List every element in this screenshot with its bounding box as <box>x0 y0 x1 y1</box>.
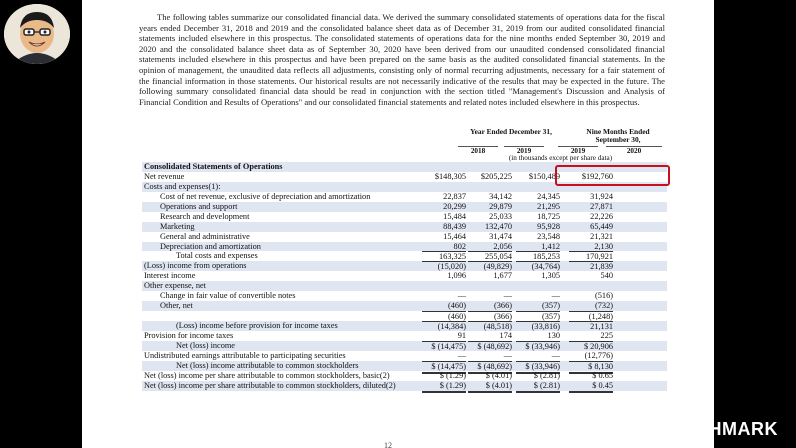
row-value: $192,760 <box>581 171 613 181</box>
row-value: 23,548 <box>537 231 560 241</box>
row-label: Other, net <box>160 301 193 311</box>
table-body <box>142 162 667 391</box>
row-value: — <box>551 291 560 301</box>
row-value: 91 <box>457 330 466 340</box>
row-value: $ (14,475) <box>422 341 466 352</box>
row-label: Operations and support <box>160 201 238 211</box>
table-row <box>142 271 667 281</box>
document-page <box>82 0 714 448</box>
row-value: 255,054 <box>468 251 512 262</box>
row-value: 802 <box>453 241 466 251</box>
table-row <box>142 222 667 232</box>
row-value: — <box>503 291 512 301</box>
row-value: 24,345 <box>537 191 560 201</box>
row-value: $ (1.29) <box>422 371 466 383</box>
row-label: Net (loss) income per share attributable to common stockholders, diluted(2) <box>144 380 396 390</box>
row-value: 21,839 <box>569 261 613 272</box>
highlight-box <box>555 165 670 186</box>
row-value: $ (2.81) <box>516 381 560 393</box>
row-value: $ (1.29) <box>422 381 466 393</box>
table-row <box>142 192 667 202</box>
row-label: Depreciation and amortization <box>160 241 261 251</box>
row-value: 1,096 <box>447 271 466 281</box>
row-label: Research and development <box>160 211 250 221</box>
row-value: (366) <box>468 311 512 322</box>
row-value: (14,384) <box>422 321 466 332</box>
row-value: $148,305 <box>434 171 466 181</box>
row-label: (Loss) income from operations <box>144 261 247 271</box>
row-value: 21,321 <box>590 231 613 241</box>
row-value: 1,412 <box>541 241 560 251</box>
intro-paragraph: The following tables summarize our consolidated financial data. We derived the summary consolidated statements of operations data for the fiscal years ended December 31, 2018 and 2019 and the consolidated balance sheet data as of December 31, 2019 from our audited consolidated financial statements included elsewhere in this prospectus. The consolidated statements of operations data for the nine months ended September 30, 2019 and 2020 and the consolidated balance sheet data as of September 30, 2020 have been derived from our unaudited condensed consolidated financial statements included elsewhere in this prospectus and have been prepared on the same basis as the audited consolidated financial statements. In the opinion of management, the unaudited data reflects all adjustments, consisting only of normal recurring adjustments, necessary for a fair statement of the financial information in those statements. Our historical results are not necessarily indicative of the results that may be expected in the future. The following summary consolidated financial data should be read in conjunction with the section titled "Management's Discussion and Analysis of Financial Condition and Results of Operations" and our consolidated financial statements and related notes included elsewhere in this prospectus. <box>139 12 665 107</box>
row-value: — <box>503 350 512 360</box>
table-row <box>142 261 667 271</box>
row-value: 174 <box>499 330 512 340</box>
row-value: 34,142 <box>489 191 512 201</box>
year-2019: 2019 <box>504 146 544 155</box>
row-value: $ (4.01) <box>468 381 512 393</box>
table-row <box>142 301 667 311</box>
row-value: — <box>551 350 560 360</box>
row-value: — <box>457 291 466 301</box>
row-value: $ (2.81) <box>516 371 560 383</box>
row-label: General and administrative <box>160 231 250 241</box>
row-value: (357) <box>516 311 560 322</box>
row-label: Other expense, net <box>144 281 206 291</box>
unit-note: (in thousands except per share data) <box>508 154 613 162</box>
row-value: 22,837 <box>443 191 466 201</box>
poshmark-logo-icon: P <box>651 420 663 439</box>
row-value: (1,248) <box>569 311 613 322</box>
row-value: (48,518) <box>468 321 512 332</box>
row-value: 31,924 <box>590 191 613 201</box>
row-value: $ (14,475) <box>422 361 466 374</box>
table-row <box>142 291 667 301</box>
row-value: (460) <box>448 301 466 311</box>
row-value: 130 <box>547 330 560 340</box>
row-value: $150,489 <box>528 171 560 181</box>
row-value: 29,879 <box>489 201 512 211</box>
row-value: 22,226 <box>590 211 613 221</box>
table-row <box>142 341 667 351</box>
row-value: 170,921 <box>569 251 613 262</box>
row-label: Undistributed earnings attributable to participating securities <box>144 350 346 360</box>
row-value: — <box>457 350 466 360</box>
row-value: $ (33,946) <box>516 341 560 352</box>
row-label: Change in fair value of convertible notes <box>160 291 296 301</box>
table-row <box>142 351 667 361</box>
row-value: (49,829) <box>468 261 512 272</box>
nine-months-2019: 2019 <box>558 146 598 155</box>
table-row <box>142 202 667 212</box>
row-label: Interest income <box>144 271 196 281</box>
row-value: 15,484 <box>443 211 466 221</box>
row-value: $ 20,906 <box>569 341 613 352</box>
row-value: 185,253 <box>516 251 560 262</box>
row-label: (Loss) income before provision for income taxes <box>176 321 338 330</box>
row-value: 1,305 <box>541 271 560 281</box>
table-row <box>142 242 667 252</box>
row-label: Marketing <box>160 221 195 231</box>
row-value: (732) <box>595 301 613 311</box>
row-value: (366) <box>494 301 512 311</box>
row-label: Cost of net revenue, exclusive of depreciation and amortization <box>160 191 371 201</box>
row-value: 27,871 <box>590 201 613 211</box>
row-value: $ (33,946) <box>516 361 560 374</box>
table-row <box>142 251 667 261</box>
row-value: 20,299 <box>443 201 466 211</box>
row-value: 18,725 <box>537 211 560 221</box>
presenter-avatar <box>4 4 70 64</box>
row-label: Net revenue <box>144 171 185 181</box>
brand-name: POSHMARK <box>668 419 778 439</box>
row-value: $ (4.01) <box>468 371 512 383</box>
row-value: $205,225 <box>480 171 512 181</box>
year-2018: 2018 <box>458 146 498 155</box>
row-label: Net (loss) income attributable to common stockholders <box>176 360 359 370</box>
row-value: (33,816) <box>516 321 560 332</box>
row-value: 2,130 <box>594 241 613 251</box>
table-row <box>142 281 667 291</box>
row-value: (12,776) <box>584 350 613 360</box>
row-value: 21,295 <box>537 201 560 211</box>
row-value: (15,020) <box>422 261 466 272</box>
row-value: (357) <box>542 301 560 311</box>
row-value: $ (48,692) <box>468 361 512 374</box>
year-ended-header: Year Ended December 31, <box>470 127 552 136</box>
row-value: 132,470 <box>485 221 512 231</box>
row-value: 2,056 <box>493 241 512 251</box>
row-value: 25,033 <box>489 211 512 221</box>
row-label: Costs and expenses(1): <box>144 181 221 191</box>
row-value: $ 0.45 <box>569 381 613 393</box>
table-row <box>142 321 667 331</box>
row-label: Total costs and expenses <box>176 251 258 261</box>
row-value: 163,325 <box>422 251 466 262</box>
row-value: 31,474 <box>489 231 512 241</box>
table-row <box>142 212 667 222</box>
table-row <box>142 311 667 321</box>
row-value: 21,131 <box>569 321 613 332</box>
row-value: $ 0.65 <box>569 371 613 383</box>
row-value: 65,449 <box>590 221 613 231</box>
row-label: Consolidated Statements of Operations <box>144 162 283 171</box>
nine-months-header: Nine Months Ended September 30, <box>586 127 650 145</box>
row-value: $ 8,130 <box>569 361 613 374</box>
row-label: Net (loss) income per share attributable to common stockholders, basic(2) <box>144 370 390 380</box>
table-row <box>142 371 667 381</box>
row-label: Provision for income taxes <box>144 330 234 340</box>
row-value: (460) <box>422 311 466 322</box>
nine-months-2020: 2020 <box>606 146 662 155</box>
row-value: 1,677 <box>493 271 512 281</box>
avatar-face-icon <box>4 4 70 64</box>
row-value: 88,439 <box>443 221 466 231</box>
row-value: 95,928 <box>537 221 560 231</box>
row-label: Net (loss) income <box>176 340 235 350</box>
table-row <box>142 361 667 371</box>
page-number: 12 <box>384 441 392 448</box>
row-value: $ (48,692) <box>468 341 512 352</box>
table-row <box>142 381 667 391</box>
row-value: (34,764) <box>516 261 560 272</box>
row-value: (516) <box>595 291 613 301</box>
poshmark-watermark <box>651 419 778 440</box>
table-header <box>142 126 667 162</box>
table-row <box>142 232 667 242</box>
row-value: 15,464 <box>443 231 466 241</box>
table-row <box>142 331 667 341</box>
row-value: 540 <box>600 271 613 281</box>
row-value: 225 <box>600 330 613 340</box>
